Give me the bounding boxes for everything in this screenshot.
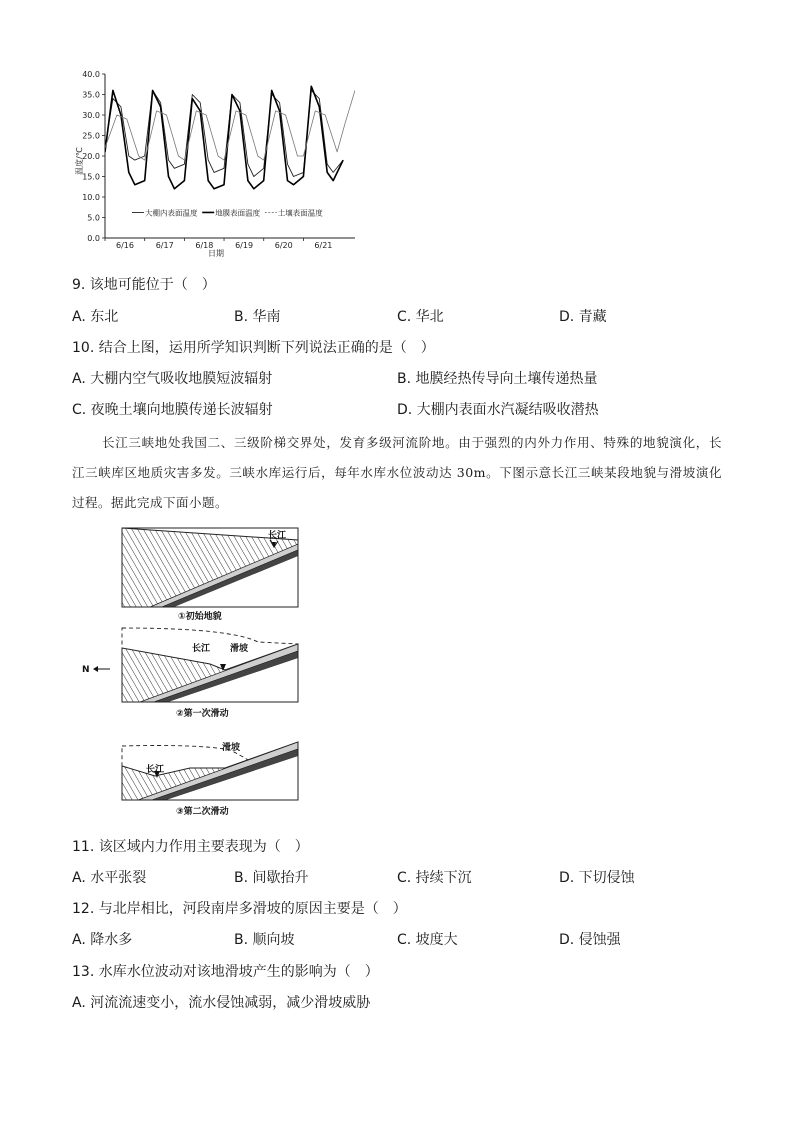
chart-series bbox=[105, 86, 355, 189]
question-10-option-c[interactable]: C. 夜晚土壤向地膜传递长波辐射 bbox=[72, 402, 273, 418]
diagram-panel-second-slide bbox=[122, 741, 298, 817]
chart-legend bbox=[132, 207, 323, 217]
question-12-stem: 12. 与北岸相比，河段南岸多滑坡的原因主要是（ ） bbox=[72, 901, 407, 917]
panel1-caption: ①初始地貌 bbox=[178, 612, 222, 622]
panel1-river-label: 长江 bbox=[268, 531, 287, 541]
question-10-option-b[interactable]: B. 地膜经热传导向土壤传递热量 bbox=[397, 371, 598, 387]
y-tick-label: 35.0 bbox=[82, 90, 100, 100]
panel2-river-label: 长江 bbox=[192, 644, 211, 654]
y-tick-label: 10.0 bbox=[82, 193, 100, 202]
x-tick-label: 6/18 bbox=[195, 241, 214, 250]
legend-label-0: 大棚内表面温度 bbox=[145, 208, 198, 218]
y-tick-label: 15.0 bbox=[82, 172, 100, 182]
chart-axes bbox=[82, 70, 355, 250]
question-12-option-b[interactable]: B. 顺向坡 bbox=[234, 932, 295, 948]
question-9-option-b[interactable]: B. 华南 bbox=[234, 309, 281, 325]
y-tick-label: 40.0 bbox=[82, 70, 100, 79]
question-12-option-a[interactable]: A. 降水多 bbox=[72, 932, 133, 948]
north-label: N bbox=[82, 665, 90, 675]
y-tick-label: 5.0 bbox=[87, 213, 100, 223]
question-13-option-a[interactable]: A. 河流流速变小，流水侵蚀减弱，减少滑坡威胁 bbox=[72, 995, 371, 1011]
question-11-option-c[interactable]: C. 持续下沉 bbox=[397, 870, 472, 886]
question-10-option-a[interactable]: A. 大棚内空气吸收地膜短波辐射 bbox=[72, 371, 273, 387]
chart-x-axis-label: 日期 bbox=[208, 249, 224, 258]
x-tick-label: 6/16 bbox=[116, 241, 134, 250]
y-tick-label: 25.0 bbox=[82, 131, 100, 141]
legend-label-2: 土壤表面温度 bbox=[277, 208, 323, 218]
series-line-1 bbox=[105, 86, 343, 189]
x-tick-label: 6/19 bbox=[235, 241, 254, 250]
panel3-caption: ③第二次滑动 bbox=[176, 807, 229, 817]
diagram-panel-first-slide bbox=[122, 628, 298, 719]
question-11-option-b[interactable]: B. 间歇抬升 bbox=[234, 870, 309, 886]
question-9-option-a[interactable]: A. 东北 bbox=[72, 309, 119, 325]
landslide-evolution-diagram bbox=[80, 520, 310, 820]
panel2-caption: ②第一次滑动 bbox=[176, 709, 229, 719]
question-9-stem: 9. 该地可能位于（ ） bbox=[72, 277, 216, 293]
legend-label-1: 地膜表面温度 bbox=[215, 208, 261, 218]
panel3-river-label: 长江 bbox=[146, 765, 165, 775]
question-11-stem: 11. 该区域内力作用主要表现为（ ） bbox=[72, 839, 309, 855]
question-11-option-d[interactable]: D. 下切侵蚀 bbox=[559, 870, 635, 886]
question-10-stem: 10. 结合上图，运用所学知识判断下列说法正确的是（ ） bbox=[72, 340, 435, 356]
question-9-option-d[interactable]: D. 青藏 bbox=[559, 309, 607, 325]
panel2-slide-label: 滑坡 bbox=[230, 644, 249, 654]
x-tick-label: 6/20 bbox=[274, 241, 293, 250]
x-tick-label: 6/17 bbox=[155, 241, 174, 250]
question-10-option-d[interactable]: D. 大棚内表面水汽凝结吸收潜热 bbox=[397, 402, 599, 418]
north-arrow bbox=[82, 665, 110, 675]
y-tick-label: 20.0 bbox=[82, 152, 100, 161]
question-12-option-d[interactable]: D. 侵蚀强 bbox=[559, 932, 621, 948]
panel3-slide-label: 滑坡 bbox=[222, 743, 241, 753]
y-tick-label: 30.0 bbox=[82, 111, 100, 120]
question-11-option-a[interactable]: A. 水平张裂 bbox=[72, 870, 147, 886]
question-13-stem: 13. 水库水位波动对该地滑坡产生的影响为（ ） bbox=[72, 964, 379, 980]
x-tick-label: 6/21 bbox=[314, 241, 333, 250]
diagram-panel-initial bbox=[122, 528, 298, 622]
question-9-option-c[interactable]: C. 华北 bbox=[397, 309, 444, 325]
y-tick-label: 0.0 bbox=[87, 234, 100, 243]
question-12-option-c[interactable]: C. 坡度大 bbox=[397, 932, 458, 948]
temperature-line-chart bbox=[60, 62, 360, 264]
chart-y-axis-label: 温度/℃ bbox=[75, 147, 84, 175]
reading-passage: 长江三峡地处我国二、三级阶梯交界处，发育多级河流阶地。由于强烈的内外力作用、特殊的地貌演化，长江三峡库区地质灾害多发。三峡水库运行后，每年水库水位波动达 30m。下图示意长江三峡某段地貌与滑坡演化过程。据此完成下面小题。 bbox=[72, 435, 722, 510]
